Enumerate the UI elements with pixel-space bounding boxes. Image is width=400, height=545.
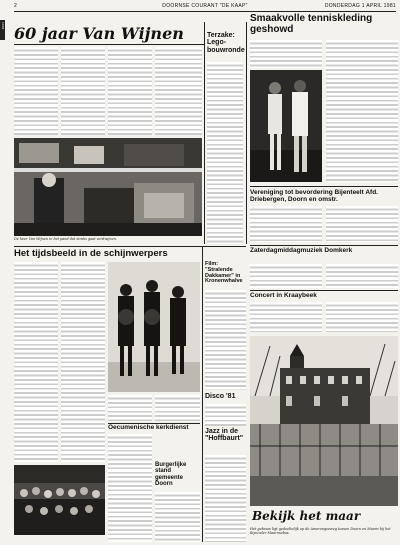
column-rule — [202, 246, 203, 542]
headline-tijdsbeeld: Het tijdsbeeld in de schijnwerpers — [14, 248, 168, 259]
headline-lego: Terzake: Lego-bouwronde — [207, 32, 245, 54]
article-concert-col1 — [250, 302, 322, 332]
page-header — [14, 2, 396, 12]
article-tijdsbeeld-col3 — [108, 395, 152, 421]
headline-disco: Disco '81 — [205, 393, 236, 400]
article-disco — [205, 404, 246, 426]
column-rule — [204, 22, 205, 244]
newspaper-name: DOORNSE COURANT "DE KAAP" — [162, 3, 248, 9]
article-tijdsbeeld-col2 — [61, 262, 105, 462]
divider — [250, 290, 398, 291]
article-concert-col2 — [326, 302, 398, 332]
article-zaterdag-col2 — [326, 264, 398, 288]
article-film — [205, 290, 246, 390]
photo-performers — [108, 262, 200, 392]
article-zaterdag-col1 — [250, 264, 322, 288]
headline-film: Film: "Stralende Dakkamer" in Kronenwhalve — [205, 261, 243, 285]
caption-bekijk: Het gebouw ligt gedeeltelijk op de Amerongseweg tussen Doorn en Maarn bij het Bijzonder Maarnsebos. — [250, 527, 391, 535]
article-wijnen-col3 — [108, 47, 152, 135]
headline-bekijk: Bekijk het maar — [252, 509, 361, 523]
headline-burgerlijke: Burgerlijke stand gemeente Doorn — [155, 462, 187, 487]
side-mark: 1981 — [1, 22, 5, 30]
divider — [14, 44, 204, 45]
article-jazz — [205, 455, 246, 542]
issue-date: DONDERDAG 1 APRIL 1981 — [324, 3, 396, 9]
caption-wijnen: De heer Van Wijnen in het pand dat straks gaat verdwijnen. — [14, 237, 117, 241]
divider — [250, 245, 398, 246]
article-tennis-body — [326, 40, 398, 182]
article-tijdsbeeld-col4 — [155, 395, 200, 421]
article-bijenteelt-col2 — [326, 206, 398, 242]
photo-tennis-models — [250, 70, 322, 182]
article-bijenteelt-col1 — [250, 206, 322, 242]
headline-oecumenische: Oecumenische kerkdienst — [108, 424, 189, 431]
photo-building — [250, 336, 398, 506]
tennis-models-image — [250, 70, 322, 182]
headline-bijenteelt: Vereniging tot bevordering Bijenteelt Afd. Driebergen, Doorn en omstr. — [250, 189, 378, 203]
article-tijdsbeeld-col1 — [14, 262, 58, 462]
article-lego — [207, 62, 243, 244]
headline-concert: Concert in Kraaybeek — [250, 292, 317, 299]
shop-interior-image — [14, 138, 202, 236]
article-wijnen-col4 — [155, 47, 202, 135]
article-wijnen-col1 — [14, 47, 58, 135]
headline-tennis: Smaakvolle tenniskleding geshowd — [250, 13, 373, 35]
audience-image — [14, 465, 105, 535]
article-tennis-intro — [250, 40, 322, 68]
article-burgerlijke — [155, 492, 200, 542]
headline-jazz: Jazz in de "Hoffbaurt" — [205, 428, 244, 443]
article-wijnen-col2 — [61, 47, 105, 135]
headline-zaterdag: Zaterdagmiddagmuziek Domkerk — [250, 247, 353, 254]
page-number: 2 — [14, 3, 18, 9]
column-rule — [246, 22, 247, 244]
performers-image — [108, 262, 200, 392]
article-oecumenische — [108, 434, 152, 542]
photo-shop-interior — [14, 138, 202, 236]
photo-audience — [14, 465, 105, 535]
building-image — [250, 336, 398, 506]
divider — [14, 246, 246, 247]
divider — [250, 186, 398, 187]
headline-wijnen: 60 jaar Van Wijnen — [14, 24, 184, 43]
